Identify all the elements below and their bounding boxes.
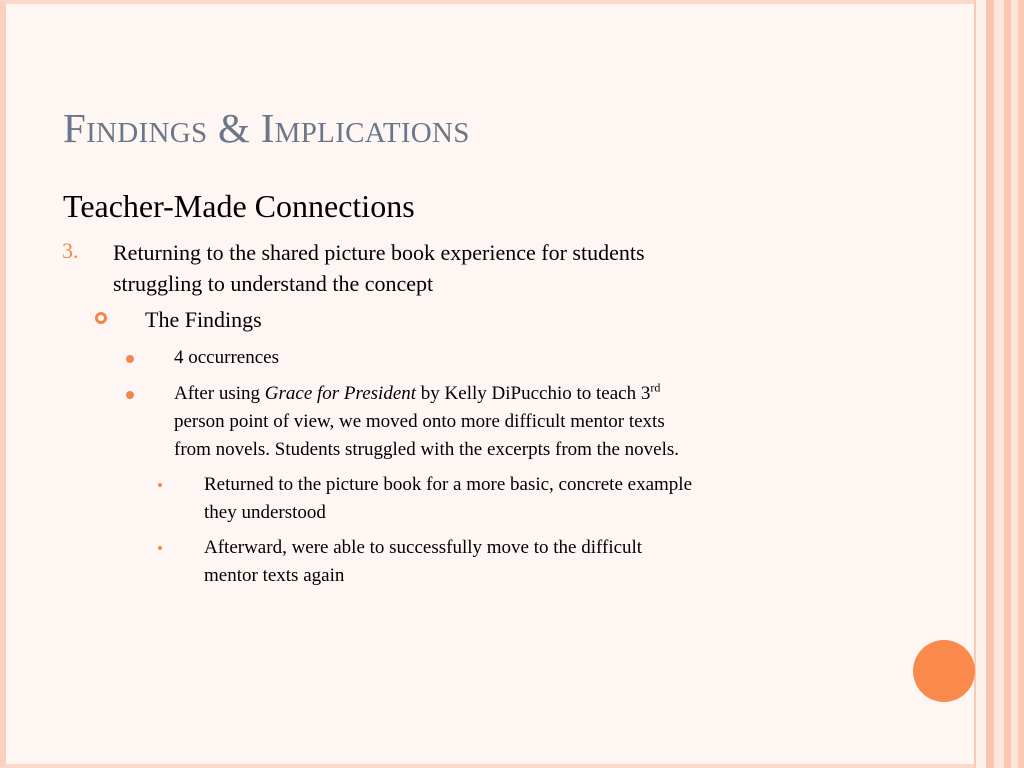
- finding-detail-line-2: person point of view, we moved onto more difficult mentor texts: [174, 411, 665, 432]
- dot-bullet-icon: [126, 355, 134, 363]
- item-number: 3.: [62, 238, 79, 263]
- sub-point-2: [204, 534, 642, 590]
- item-line-2: struggling to understand the concept: [113, 271, 434, 296]
- ordinal-superscript: rd: [650, 380, 661, 395]
- finding-detail-line-1: [174, 380, 679, 408]
- sub-point-2-line-1: Afterward, were able to successfully move to the difficult: [204, 537, 643, 558]
- sub-point-2-line-2: mentor texts again: [204, 565, 345, 586]
- ring-bullet-icon: [95, 312, 107, 324]
- small-bullet-icon: [158, 546, 162, 550]
- book-title: Grace for President: [264, 383, 417, 404]
- findings-label: The Findings: [145, 307, 262, 332]
- finding-prefix: After using: [174, 383, 265, 404]
- occurrences-text: 4 occurrences: [174, 347, 279, 368]
- small-bullet-icon: [158, 483, 162, 487]
- sub-point-1-line-2: they understood: [204, 502, 326, 523]
- section-heading: Teacher-Made Connections: [63, 188, 415, 224]
- numbered-item: [113, 237, 645, 299]
- finding-after-title: by Kelly DiPucchio to teach 3: [416, 383, 651, 404]
- decorative-stripes: [974, 0, 1024, 768]
- slide-title: Findings & Implications: [63, 105, 470, 151]
- finding-detail: [174, 380, 679, 464]
- finding-detail-line-3: from novels. Students struggled with the excerpts from the novels.: [174, 439, 679, 460]
- item-line-1: Returning to the shared picture book experience for students: [113, 240, 645, 265]
- sub-point-1-line-1: Returned to the picture book for a more basic, concrete example: [204, 474, 692, 495]
- dot-bullet-icon: [126, 391, 134, 399]
- sub-point-1: [204, 471, 692, 527]
- decorative-circle-icon: [913, 640, 975, 702]
